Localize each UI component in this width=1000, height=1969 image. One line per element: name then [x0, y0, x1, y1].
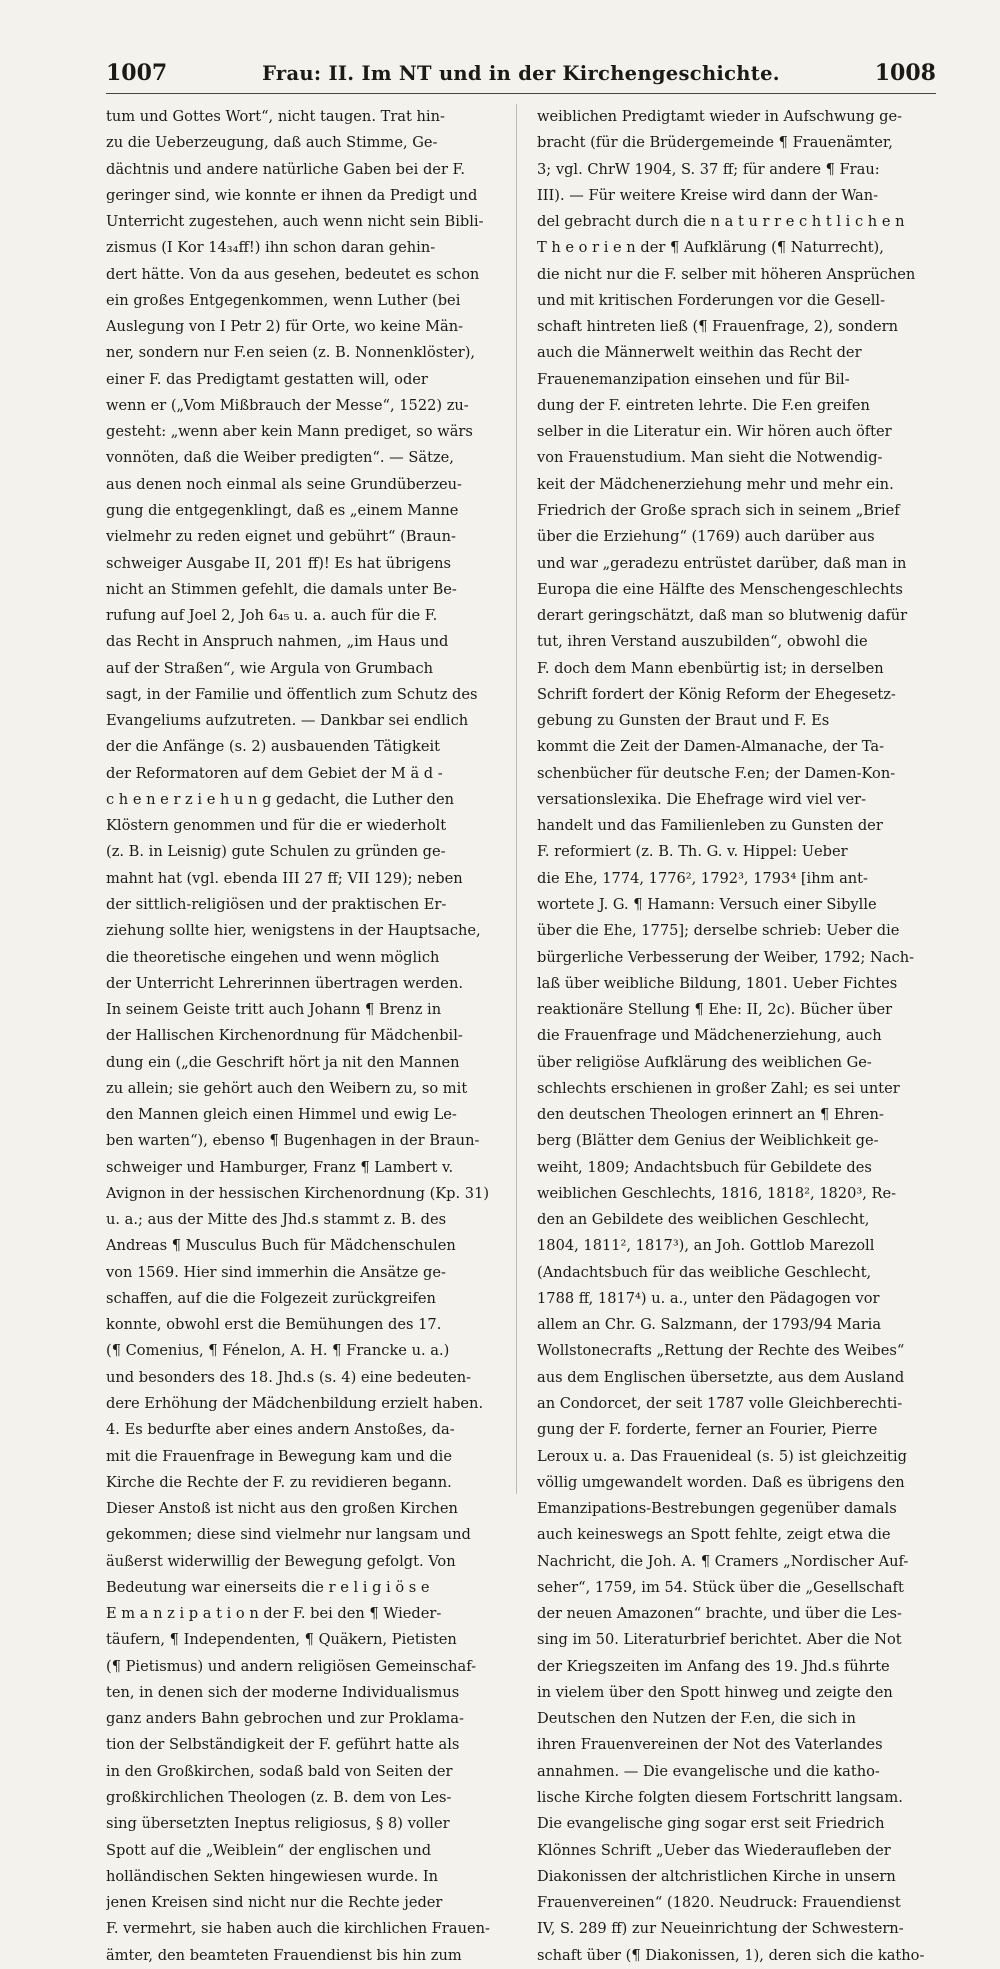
- text-line: c h e n e r z i e h u n g gedacht, die Luther den: [106, 790, 455, 808]
- text-line: Die evangelische ging sogar erst seit Friedrich: [537, 1815, 885, 1833]
- text-line: die nicht nur die F. selber mit höheren Ansprüchen: [537, 265, 916, 283]
- text-line: täufern, ¶ Independenten, ¶ Quäkern, Pietisten: [106, 1631, 457, 1649]
- text-line: äußerst widerwillig der Bewegung gefolgt. Von: [106, 1552, 456, 1570]
- text-line: 4. Es bedurfte aber eines andern Anstoßes, da-: [106, 1421, 455, 1439]
- text-line: F. reformiert (z. B. Th. G. v. Hippel: Ueber: [537, 843, 848, 861]
- text-line: E m a n z i p a t i o n der F. bei den ¶ Wieder-: [106, 1605, 442, 1623]
- text-line: Frauenemanzipation einsehen und für Bil-: [537, 370, 850, 388]
- column-divider: [516, 104, 517, 1494]
- text-line: ten, in denen sich der moderne Individualismus: [106, 1683, 460, 1701]
- text-line: der Kriegszeiten im Anfang des 19. Jhd.s führte: [537, 1657, 890, 1675]
- text-line: Avignon in der hessischen Kirchenordnung (Kp. 31): [106, 1184, 490, 1202]
- text-line: Evangeliums aufzutreten. — Dankbar sei endlich: [106, 712, 469, 730]
- text-line: auch keineswegs an Spott fehlte, zeigt etwa die: [537, 1526, 891, 1544]
- text-line: Klönnes Schrift „Ueber das Wiederaufleben der: [537, 1841, 891, 1859]
- text-line: auch die Männerwelt weithin das Recht der: [537, 344, 862, 362]
- text-line: der sittlich-religiösen und der praktischen Er-: [106, 895, 447, 913]
- text-line: bracht (für die Brüdergemeinde ¶ Frauenämter,: [537, 134, 893, 152]
- text-line: ner, sondern nur F.en seien (z. B. Nonnenklöster),: [106, 344, 476, 362]
- text-line: (Andachtsbuch für das weibliche Geschlecht,: [537, 1263, 872, 1281]
- text-line: Klöstern genommen und für die er wiederholt: [106, 817, 447, 835]
- text-line: del gebracht durch die n a t u r r e c h t l i c h e n: [537, 213, 905, 231]
- text-line: den an Gebildete des weiblichen Geschlecht,: [537, 1211, 870, 1229]
- text-line: u. a.; aus der Mitte des Jhd.s stammt z. B. des: [106, 1211, 447, 1229]
- text-line: auf der Straßen“, wie Argula von Grumbach: [106, 659, 434, 677]
- text-line: und mit kritischen Forderungen vor die Gesell-: [537, 291, 886, 309]
- text-line: schweiger Ausgabe II, 201 ff)! Es hat übrigens: [106, 554, 452, 572]
- text-line: allem an Chr. G. Salzmann, der 1793/94 Maria: [537, 1316, 882, 1334]
- text-line: ben warten“), ebenso ¶ Bugenhagen in der Braun-: [106, 1132, 480, 1150]
- text-line: zu allein; sie gehört auch den Weibern zu, so mit: [106, 1079, 468, 1097]
- text-line: derart geringschätzt, daß man so blutwenig dafür: [537, 607, 908, 625]
- text-line: Andreas ¶ Musculus Buch für Mädchenschulen: [106, 1237, 456, 1255]
- text-line: den deutschen Theologen erinnert an ¶ Ehren-: [537, 1106, 884, 1124]
- text-line: Wollstonecrafts „Rettung der Rechte des Weibes“: [537, 1342, 905, 1360]
- text-line: Diakonissen der altchristlichen Kirche in unsern: [537, 1867, 896, 1885]
- text-line: ganz anders Bahn gebrochen und zur Proklama-: [106, 1710, 464, 1728]
- text-line: weiblichen Geschlechts, 1816, 1818², 1820³, Re-: [537, 1184, 897, 1202]
- text-line: keit der Mädchenerziehung mehr und mehr ein.: [537, 475, 894, 493]
- text-line: mahnt hat (vgl. ebenda III 27 ff; VII 129); neben: [106, 869, 463, 887]
- text-line: und war „geradezu entrüstet darüber, daß man in: [537, 554, 907, 572]
- text-line: Spott auf die „Weiblein“ der englischen und: [106, 1841, 432, 1859]
- text-line: kommt die Zeit der Damen-Almanache, der Ta-: [537, 738, 885, 756]
- text-line: nicht an Stimmen gefehlt, die damals unter Be-: [106, 580, 457, 598]
- text-line: 1804, 1811², 1817³), an Joh. Gottlob Marezoll: [537, 1237, 875, 1255]
- text-line: der Unterricht Lehrerinnen übertragen werden.: [106, 974, 463, 992]
- text-line: Auslegung von I Petr 2) für Orte, wo keine Män-: [106, 318, 464, 336]
- text-line: III). — Für weitere Kreise wird dann der Wan-: [537, 186, 879, 204]
- text-line: Nachricht, die Joh. A. ¶ Cramers „Nordischer Auf-: [537, 1552, 909, 1570]
- text-line: Emanzipations-Bestrebungen gegenüber damals: [537, 1500, 897, 1518]
- left-column: [106, 104, 500, 1969]
- text-line: die theoretische eingehen und wenn möglich: [106, 948, 440, 966]
- text-line: laß über weibliche Bildung, 1801. Ueber Fichtes: [537, 974, 898, 992]
- running-title: Frau: II. Im NT und in der Kirchengeschichte.: [262, 62, 780, 85]
- text-line: tion der Selbständigkeit der F. geführt hatte als: [106, 1736, 460, 1754]
- text-line: von 1569. Hier sind immerhin die Ansätze ge-: [106, 1263, 446, 1281]
- text-line: in den Großkirchen, sodaß bald von Seiten der: [106, 1762, 453, 1780]
- text-line: dung der F. eintreten lehrte. Die F.en greifen: [537, 396, 870, 414]
- header-rule: [106, 93, 936, 94]
- text-line: ziehung sollte hier, wenigstens in der Hauptsache,: [106, 922, 481, 940]
- text-line: F. doch dem Mann ebenbürtig ist; in derselben: [537, 659, 884, 677]
- text-line: tum und Gottes Wort“, nicht taugen. Trat hin-: [106, 108, 445, 125]
- text-line: rufung auf Joel 2, Joh 6₄₅ u. a. auch für die F.: [106, 607, 438, 625]
- text-line: zu die Ueberzeugung, daß auch Stimme, Ge-: [106, 134, 438, 152]
- text-line: vonnöten, daß die Weiber predigten“. — Sätze,: [106, 449, 454, 467]
- text-line: gung der F. forderte, ferner an Fourier, Pierre: [537, 1421, 878, 1439]
- text-line: über religiöse Aufklärung des weiblichen Ge-: [537, 1053, 872, 1071]
- text-line: In seinem Geiste tritt auch Johann ¶ Brenz in: [106, 1001, 442, 1019]
- text-line: jenen Kreisen sind nicht nur die Rechte jeder: [106, 1894, 443, 1912]
- text-line: die Frauenfrage und Mädchenerziehung, auch: [537, 1027, 882, 1045]
- text-line: dächtnis und andere natürliche Gaben bei der F.: [106, 160, 466, 178]
- text-line: schenbücher für deutsche F.en; der Damen-Kon-: [537, 764, 896, 782]
- text-line: weiblichen Predigtamt wieder in Aufschwung ge-: [537, 108, 903, 125]
- page-number-right: 1008: [874, 60, 936, 86]
- page-number-left: 1007: [106, 60, 168, 86]
- text-line: in vielem über den Spott hinweg und zeigte den: [537, 1683, 893, 1701]
- text-line: großkirchlichen Theologen (z. B. dem von Les-: [106, 1789, 452, 1806]
- text-line: gung die entgegenklingt, daß es „einem Manne: [106, 501, 459, 519]
- text-line: reaktionäre Stellung ¶ Ehe: II, 2c). Bücher über: [537, 1001, 893, 1019]
- text-line: das Recht in Anspruch nahmen, „im Haus und: [106, 633, 449, 651]
- text-line: dert hätte. Von da aus gesehen, bedeutet es schon: [106, 265, 480, 283]
- text-line: völlig umgewandelt worden. Daß es übrigens den: [537, 1473, 905, 1491]
- text-line: der Hallischen Kirchenordnung für Mädchenbil-: [106, 1027, 463, 1045]
- text-line: Deutschen den Nutzen der F.en, die sich in: [537, 1710, 856, 1728]
- text-line: lische Kirche folgten diesem Fortschritt langsam.: [537, 1789, 903, 1806]
- text-line: sing im 50. Literaturbrief berichtet. Aber die Not: [537, 1631, 902, 1649]
- text-line: Dieser Anstoß ist nicht aus den großen Kirchen: [106, 1500, 458, 1518]
- text-line: dere Erhöhung der Mädchenbildung erzielt haben.: [106, 1395, 484, 1413]
- text-line: von Frauenstudium. Man sieht die Notwendig-: [537, 449, 883, 467]
- text-line: bürgerliche Verbesserung der Weiber, 1792; Nach-: [537, 948, 915, 966]
- text-line: Frauenvereinen“ (1820. Neudruck: Frauendienst: [537, 1894, 901, 1912]
- text-line: schlechts erschienen in großer Zahl; es sei unter: [537, 1079, 900, 1097]
- text-line: handelt und das Familienleben zu Gunsten der: [537, 817, 883, 835]
- text-line: wortete J. G. ¶ Hamann: Versuch einer Sibylle: [537, 895, 877, 913]
- text-line: sing übersetzten Ineptus religiosus, § 8) voller: [106, 1815, 450, 1833]
- text-line: über die Erziehung“ (1769) auch darüber aus: [537, 528, 875, 546]
- text-line: dung ein („die Geschrift hört ja nit den Mannen: [106, 1053, 460, 1071]
- text-line: konnte, obwohl erst die Bemühungen des 17.: [106, 1316, 442, 1334]
- text-line: aus denen noch einmal als seine Grundüberzeu-: [106, 475, 462, 493]
- text-line: sagt, in der Familie und öffentlich zum Schutz des: [106, 685, 478, 703]
- text-line: ein großes Entgegenkommen, wenn Luther (bei: [106, 291, 461, 309]
- text-line: (¶ Pietismus) und andern religiösen Gemeinschaf-: [106, 1657, 477, 1675]
- text-line: tut, ihren Verstand auszubilden“, obwohl die: [537, 633, 868, 651]
- page-header: [106, 60, 936, 94]
- text-line: einer F. das Predigtamt gestatten will, oder: [106, 370, 428, 388]
- text-line: seher“, 1759, im 54. Stück über die „Gesellschaft: [537, 1578, 904, 1596]
- text-line: ämter, den beamteten Frauendienst bis hin zum: [106, 1946, 462, 1964]
- text-line: die Ehe, 1774, 1776², 1792³, 1793⁴ [ihm ant-: [537, 869, 868, 887]
- text-line: berg (Blätter dem Genius der Weiblichkeit ge-: [537, 1132, 879, 1150]
- text-line: (z. B. in Leisnig) gute Schulen zu gründen ge-: [106, 843, 446, 861]
- text-line: Leroux u. a. Das Frauenideal (s. 5) ist gleichzeitig: [537, 1447, 907, 1465]
- text-line: annahmen. — Die evangelische und die katho-: [537, 1762, 880, 1780]
- text-line: Friedrich der Große sprach sich in seinem „Brief: [537, 501, 900, 519]
- text-line: Europa die eine Hälfte des Menschengeschlechts: [537, 580, 903, 598]
- text-line: gesteht: „wenn aber kein Mann prediget, so wärs: [106, 423, 473, 441]
- text-line: und besonders des 18. Jhd.s (s. 4) eine bedeuten-: [106, 1368, 472, 1386]
- text-line: den Mannen gleich einen Himmel und ewig Le-: [106, 1106, 457, 1124]
- text-line: Kirche die Rechte der F. zu revidieren begann.: [106, 1473, 452, 1491]
- text-line: aus dem Englischen übersetzte, aus dem Ausland: [537, 1368, 905, 1386]
- text-line: Schrift fordert der König Reform der Ehegesetz-: [537, 685, 896, 703]
- text-line: zismus (I Kor 14₃₄ff!) ihn schon daran gehin-: [106, 239, 436, 257]
- text-line: über die Ehe, 1775]; derselbe schrieb: Ueber die: [537, 922, 900, 940]
- text-line: schweiger und Hamburger, Franz ¶ Lambert v.: [106, 1158, 454, 1176]
- text-line: 3; vgl. ChrW 1904, S. 37 ff; für andere ¶ Frau:: [537, 160, 880, 178]
- text-line: vielmehr zu reden eignet und gebührt“ (Braun-: [106, 528, 456, 546]
- text-line: der neuen Amazonen“ brachte, und über die Les-: [537, 1605, 902, 1623]
- text-line: der Reformatoren auf dem Gebiet der M ä d -: [106, 764, 443, 782]
- text-line: 1788 ff, 1817⁴) u. a., unter den Pädagogen vor: [537, 1289, 880, 1307]
- text-line: Bedeutung war einerseits die r e l i g i ö s e: [106, 1578, 430, 1596]
- text-line: T h e o r i e n der ¶ Aufklärung (¶ Naturrecht),: [537, 239, 884, 257]
- text-line: geringer sind, wie konnte er ihnen da Predigt und: [106, 186, 478, 204]
- text-line: IV, S. 289 ff) zur Neueinrichtung der Schwestern-: [537, 1920, 904, 1938]
- text-line: wenn er („Vom Mißbrauch der Messe“, 1522) zu-: [106, 396, 469, 414]
- text-line: F. vermehrt, sie haben auch die kirchlichen Frauen-: [106, 1920, 490, 1938]
- text-line: ihren Frauenvereinen der Not des Vaterlandes: [537, 1736, 883, 1754]
- text-line: gebung zu Gunsten der Braut und F. Es: [537, 712, 830, 730]
- text-line: mit die Frauenfrage in Bewegung kam und die: [106, 1447, 452, 1465]
- text-line: versationslexika. Die Ehefrage wird viel ver-: [537, 790, 867, 808]
- right-column: [537, 104, 931, 1969]
- text-line: der die Anfänge (s. 2) ausbauenden Tätigkeit: [106, 738, 440, 756]
- text-line: schaft über (¶ Diakonissen, 1), deren sich die katho-: [537, 1946, 925, 1964]
- text-line: an Condorcet, der seit 1787 volle Gleichberechti-: [537, 1395, 903, 1413]
- text-line: selber in die Literatur ein. Wir hören auch öfter: [537, 423, 892, 441]
- text-line: gekommen; diese sind vielmehr nur langsam und: [106, 1526, 471, 1544]
- text-line: weiht, 1809; Andachtsbuch für Gebildete des: [537, 1158, 872, 1176]
- text-line: (¶ Comenius, ¶ Fénelon, A. H. ¶ Francke u. a.): [106, 1342, 450, 1360]
- text-line: schaffen, auf die die Folgezeit zurückgreifen: [106, 1289, 436, 1307]
- text-line: schaft hintreten ließ (¶ Frauenfrage, 2), sondern: [537, 318, 898, 336]
- text-line: holländischen Sekten hingewiesen wurde. In: [106, 1867, 439, 1885]
- text-line: Unterricht zugestehen, auch wenn nicht sein Bibli-: [106, 213, 484, 231]
